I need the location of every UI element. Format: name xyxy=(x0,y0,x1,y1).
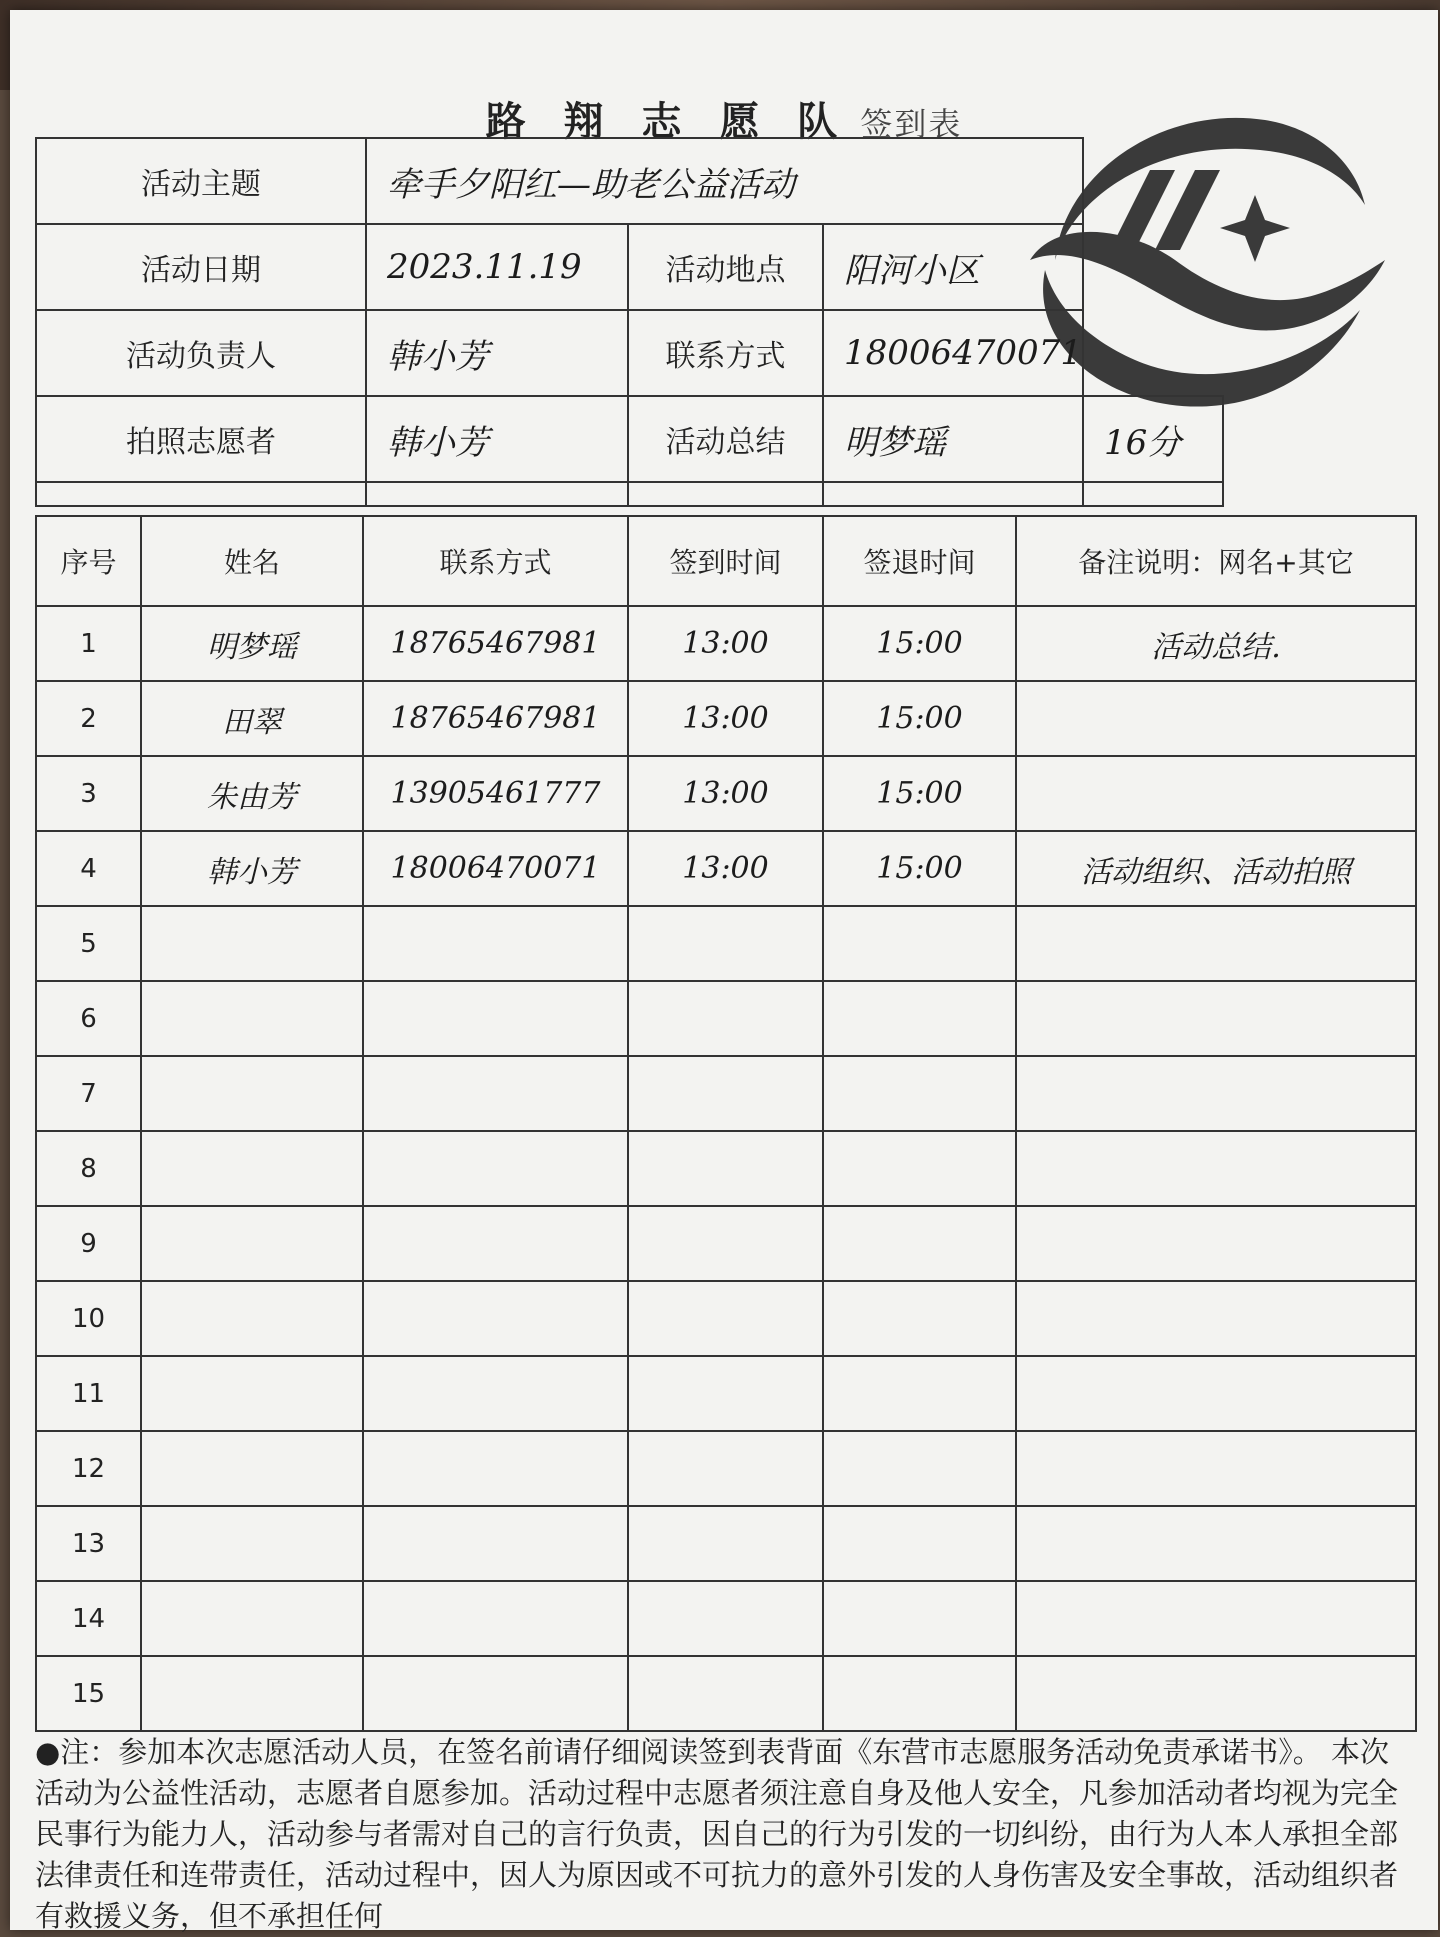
table-row xyxy=(36,606,1416,681)
table-row xyxy=(36,1581,1416,1656)
sign-in-time: 13:00 xyxy=(628,606,823,681)
remark xyxy=(1016,1656,1416,1731)
remark xyxy=(1016,906,1416,981)
sign-in-time xyxy=(628,1281,823,1356)
activity-info-table xyxy=(35,137,1224,507)
roster-table xyxy=(35,515,1417,1732)
header-cell: 签退时间 xyxy=(823,516,1016,606)
table-row xyxy=(36,1431,1416,1506)
sign-out-time xyxy=(823,1506,1016,1581)
header-cell: 联系方式 xyxy=(363,516,628,606)
row-number: 12 xyxy=(36,1431,141,1506)
table-row xyxy=(36,1056,1416,1131)
sign-out-time xyxy=(823,1356,1016,1431)
row-number: 13 xyxy=(36,1506,141,1581)
remark: 活动总结. xyxy=(1016,606,1416,681)
row-number: 8 xyxy=(36,1131,141,1206)
sign-out-time xyxy=(823,1281,1016,1356)
sign-out-time xyxy=(823,981,1016,1056)
header-cell: 序号 xyxy=(36,516,141,606)
disclaimer-note: ●注：参加本次志愿活动人员，在签名前请仔细阅读签到表背面《东营市志愿服务活动免责承诺书》。 本次活动为公益性活动，志愿者自愿参加。活动过程中志愿者须注意自身及他人安全，凡参加活动者均视为完全民事行为能力人，活动参与者需对自己的言行负责，因自己的行为引发的一切纠纷，由行为人本人承担全部法律责任和连带责任，活动过程中，因人为原因或不可抗力的意外引发的人身伤害及安全事故，活动组织者有救援义务，但不承担任何 xyxy=(35,1735,1399,1933)
row-number: 15 xyxy=(36,1656,141,1731)
sign-out-time: 15:00 xyxy=(823,606,1016,681)
date-value: 2023.11.19 xyxy=(366,224,628,310)
volunteer-name xyxy=(141,1206,363,1281)
volunteer-name: 韩小芳 xyxy=(141,831,363,906)
volunteer-phone xyxy=(363,1506,628,1581)
sign-out-time xyxy=(823,1056,1016,1131)
table-row xyxy=(36,1506,1416,1581)
sign-in-time: 13:00 xyxy=(628,681,823,756)
sign-in-time xyxy=(628,1131,823,1206)
roster-header-row xyxy=(36,516,1416,606)
volunteer-name xyxy=(141,1131,363,1206)
volunteer-phone xyxy=(363,1356,628,1431)
sign-in-time xyxy=(628,981,823,1056)
row-number: 7 xyxy=(36,1056,141,1131)
volunteer-phone xyxy=(363,981,628,1056)
photo-volunteer-value: 韩小芳 xyxy=(366,396,628,482)
remark xyxy=(1016,1431,1416,1506)
theme-value: 牵手夕阳红—助老公益活动 xyxy=(366,138,1083,224)
contact-label: 联系方式 xyxy=(628,310,823,396)
sign-in-time xyxy=(628,1206,823,1281)
location-value: 阳河小区 xyxy=(823,224,1083,310)
volunteer-name xyxy=(141,1356,363,1431)
sign-in-time: 13:00 xyxy=(628,756,823,831)
sign-out-time xyxy=(823,1581,1016,1656)
volunteer-name: 明梦瑶 xyxy=(141,606,363,681)
volunteer-name xyxy=(141,1281,363,1356)
row-number: 14 xyxy=(36,1581,141,1656)
volunteer-phone: 18006470071 xyxy=(363,831,628,906)
volunteer-phone xyxy=(363,1056,628,1131)
remark xyxy=(1016,1281,1416,1356)
volunteer-name xyxy=(141,1056,363,1131)
volunteer-name xyxy=(141,1656,363,1731)
sign-out-time xyxy=(823,906,1016,981)
header-cell: 备注说明：网名+其它 xyxy=(1016,516,1416,606)
leader-label: 活动负责人 xyxy=(36,310,366,396)
photo-volunteer-label: 拍照志愿者 xyxy=(36,396,366,482)
volunteer-phone xyxy=(363,1431,628,1506)
org-title: 路 翔 志 愿 队 xyxy=(485,99,850,145)
remark xyxy=(1016,1581,1416,1656)
table-row xyxy=(36,1131,1416,1206)
row-number: 10 xyxy=(36,1281,141,1356)
summary-label: 活动总结 xyxy=(628,396,823,482)
contact-value: 18006470071 xyxy=(823,310,1083,396)
row-number: 9 xyxy=(36,1206,141,1281)
table-row xyxy=(36,681,1416,756)
table-row xyxy=(36,1356,1416,1431)
row-number: 11 xyxy=(36,1356,141,1431)
remark xyxy=(1016,981,1416,1056)
volunteer-phone xyxy=(363,1581,628,1656)
sign-in-sheet xyxy=(10,10,1438,1933)
remark xyxy=(1016,756,1416,831)
volunteer-phone xyxy=(363,1656,628,1731)
table-row xyxy=(36,906,1416,981)
table-row xyxy=(36,756,1416,831)
remark: 活动组织、活动拍照 xyxy=(1016,831,1416,906)
remark xyxy=(1016,1056,1416,1131)
remark xyxy=(1016,1131,1416,1206)
sign-in-time xyxy=(628,1056,823,1131)
volunteer-phone xyxy=(363,1281,628,1356)
volunteer-phone: 18765467981 xyxy=(363,606,628,681)
volunteer-phone xyxy=(363,1206,628,1281)
sign-in-time: 13:00 xyxy=(628,831,823,906)
volunteer-name xyxy=(141,1506,363,1581)
sheet-type-label: 签到表 xyxy=(860,105,963,143)
sign-in-time xyxy=(628,1356,823,1431)
volunteer-name: 田翠 xyxy=(141,681,363,756)
sign-out-time: 15:00 xyxy=(823,756,1016,831)
summary-extra: 16分 xyxy=(1083,396,1223,482)
volunteer-name xyxy=(141,1581,363,1656)
sign-in-time xyxy=(628,1581,823,1656)
volunteer-name: 朱由芳 xyxy=(141,756,363,831)
sign-in-time xyxy=(628,906,823,981)
remark xyxy=(1016,1356,1416,1431)
sign-in-time xyxy=(628,1656,823,1731)
row-number: 2 xyxy=(36,681,141,756)
row-number: 3 xyxy=(36,756,141,831)
leader-value: 韩小芳 xyxy=(366,310,628,396)
sign-in-time xyxy=(628,1506,823,1581)
row-number: 4 xyxy=(36,831,141,906)
header-cell: 签到时间 xyxy=(628,516,823,606)
volunteer-phone: 18765467981 xyxy=(363,681,628,756)
volunteer-phone xyxy=(363,1131,628,1206)
sign-out-time xyxy=(823,1656,1016,1731)
theme-label: 活动主题 xyxy=(36,138,366,224)
row-number: 6 xyxy=(36,981,141,1056)
header-cell: 姓名 xyxy=(141,516,363,606)
sign-out-time xyxy=(823,1206,1016,1281)
sign-out-time xyxy=(823,1431,1016,1506)
sign-in-time xyxy=(628,1431,823,1506)
remark xyxy=(1016,681,1416,756)
table-row xyxy=(36,831,1416,906)
volunteer-phone: 13905461777 xyxy=(363,756,628,831)
date-label: 活动日期 xyxy=(36,224,366,310)
table-row xyxy=(36,1281,1416,1356)
row-number: 5 xyxy=(36,906,141,981)
location-label: 活动地点 xyxy=(628,224,823,310)
table-row xyxy=(36,1206,1416,1281)
volunteer-name xyxy=(141,981,363,1056)
sign-out-time: 15:00 xyxy=(823,681,1016,756)
row-number: 1 xyxy=(36,606,141,681)
remark xyxy=(1016,1506,1416,1581)
volunteer-name xyxy=(141,906,363,981)
volunteer-name xyxy=(141,1431,363,1506)
volunteer-phone xyxy=(363,906,628,981)
table-row xyxy=(36,981,1416,1056)
table-row xyxy=(36,1656,1416,1731)
remark xyxy=(1016,1206,1416,1281)
summary-value: 明梦瑶 xyxy=(823,396,1083,482)
sign-out-time xyxy=(823,1131,1016,1206)
sign-out-time: 15:00 xyxy=(823,831,1016,906)
